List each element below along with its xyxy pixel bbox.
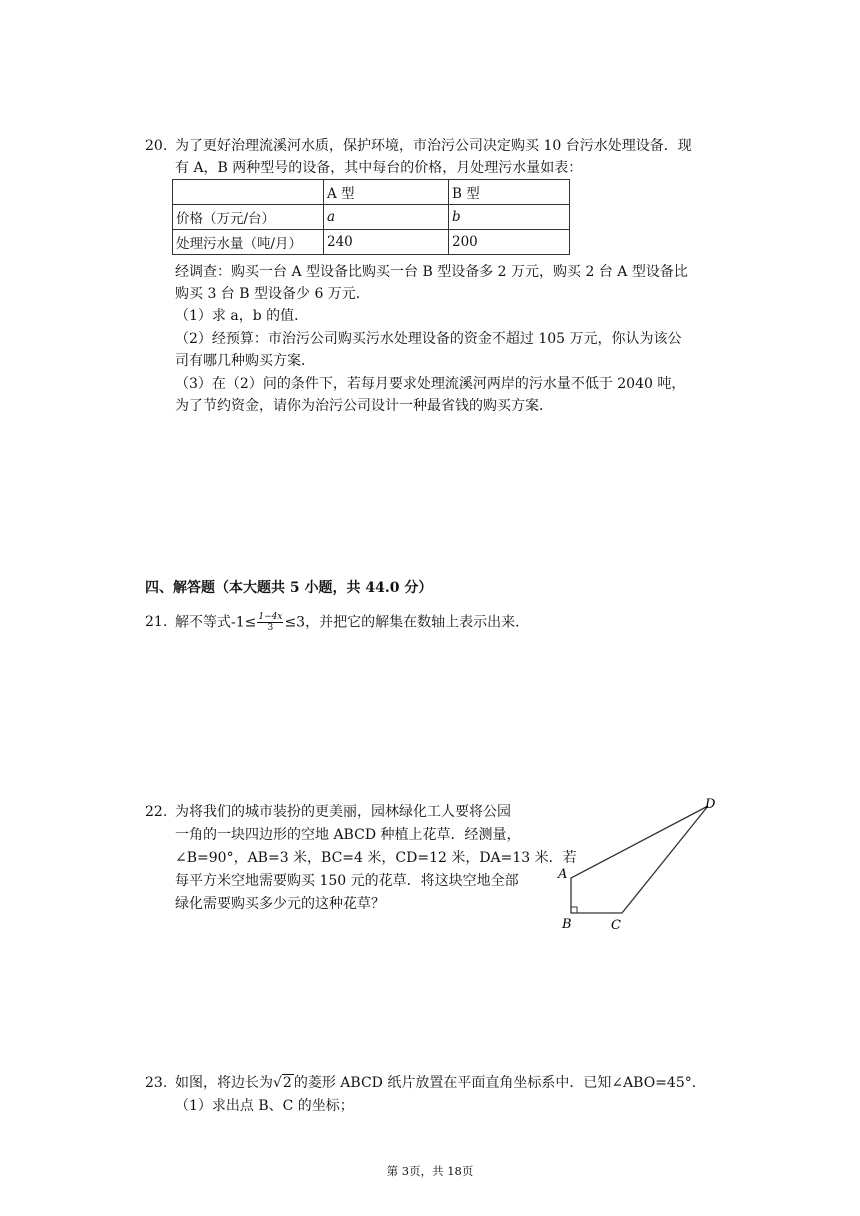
question-number-21: 21. xyxy=(145,614,168,630)
q20-spec-table xyxy=(172,179,570,255)
table-header-cell xyxy=(173,180,324,205)
table-header-row xyxy=(173,180,570,205)
q21-fraction-numerator: 1−4x xyxy=(258,612,283,622)
question-number-23: 23. xyxy=(145,1075,168,1091)
table-cell: b xyxy=(449,205,570,230)
q20-stem-line1: 为了更好治理流溪河水质，保护环境，市治污公司决定购买 10 台污水处理设备．现 xyxy=(175,138,692,154)
quadrilateral-outline xyxy=(571,806,708,913)
q22-stem-line1: 为将我们的城市装扮的更美丽，园林绿化工人要将公园 xyxy=(175,804,511,820)
table-cell: 处理污水量（吨/月） xyxy=(173,230,324,255)
right-angle-marker xyxy=(571,907,577,913)
vertex-label-a: A xyxy=(558,867,568,882)
table-header-cell: A 型 xyxy=(324,180,449,205)
q22-stem-line2: 一角的一块四边形的空地 ABCD 种植上花草．经测量， xyxy=(175,827,521,843)
q20-subquestion-1: （1）求 a，b 的值． xyxy=(175,308,309,324)
q23-stem xyxy=(175,1073,706,1093)
table-row xyxy=(173,230,570,255)
table-cell: a xyxy=(324,205,449,230)
sqrt-radicand: 2 xyxy=(282,1075,292,1091)
quadrilateral-abcd-figure xyxy=(550,792,725,937)
q20-survey-line1: 经调查：购买一台 A 型设备比购买一台 B 型设备多 2 万元，购买 2 台 A 型设备比 xyxy=(175,264,688,280)
q20-stem-line2: 有 A，B 两种型号的设备，其中每台的价格，月处理污水量如表： xyxy=(175,160,583,176)
page-footer: 第 3页，共 18页 xyxy=(386,1164,474,1178)
section-heading: 四、解答题（本大题共 5 小题，共 44.0 分） xyxy=(145,580,433,596)
question-number-20: 20. xyxy=(145,138,168,154)
table-cell: 价格（万元/台） xyxy=(173,205,324,230)
sqrt-symbol: √ xyxy=(273,1075,282,1091)
q21-fraction xyxy=(257,612,283,633)
q22-stem-line4: 每平方米空地需要购买 150 元的花草．将这块空地全部 xyxy=(175,873,519,889)
q23-suffix: 的菱形 ABCD 纸片放置在平面直角坐标系中．已知∠ABO=45°． xyxy=(293,1075,706,1091)
vertex-label-c: C xyxy=(611,918,621,933)
q21-suffix: ≤3，并把它的解集在数轴上表示出来． xyxy=(284,614,530,631)
q23-subquestion-1: （1）求出点 B、C 的坐标； xyxy=(175,1098,354,1114)
q21-fraction-denominator: 3 xyxy=(267,623,274,633)
q21-prefix: 解不等式-1≤ xyxy=(175,614,257,631)
table-cell: 240 xyxy=(324,230,449,255)
table-header-cell: B 型 xyxy=(449,180,570,205)
q20-subquestion-2-line2: 司有哪几种购买方案． xyxy=(175,353,315,369)
vertex-label-b: B xyxy=(562,917,572,932)
table-cell: 200 xyxy=(449,230,570,255)
vertex-label-d: D xyxy=(705,797,716,812)
q20-subquestion-2-line1: （2）经预算：市治污公司购买污水处理设备的资金不超过 105 万元，你认为该公 xyxy=(175,331,682,347)
q22-stem-line3: ∠B=90°，AB=3 米，BC=4 米，CD=12 米，DA=13 米．若 xyxy=(175,850,577,866)
q21-stem xyxy=(175,612,529,633)
q20-survey-line2: 购买 3 台 B 型设备少 6 万元． xyxy=(175,286,370,302)
table-row xyxy=(173,205,570,230)
question-number-22: 22. xyxy=(145,804,168,820)
q20-subquestion-3-line1: （3）在（2）问的条件下，若每月要求处理流溪河两岸的污水量不低于 2040 吨， xyxy=(175,376,686,392)
q23-prefix: 如图，将边长为 xyxy=(175,1075,273,1091)
q20-subquestion-3-line2: 为了节约资金，请你为治污公司设计一种最省钱的购买方案． xyxy=(175,398,553,414)
q22-stem-line5: 绿化需要购买多少元的这种花草？ xyxy=(175,896,385,912)
